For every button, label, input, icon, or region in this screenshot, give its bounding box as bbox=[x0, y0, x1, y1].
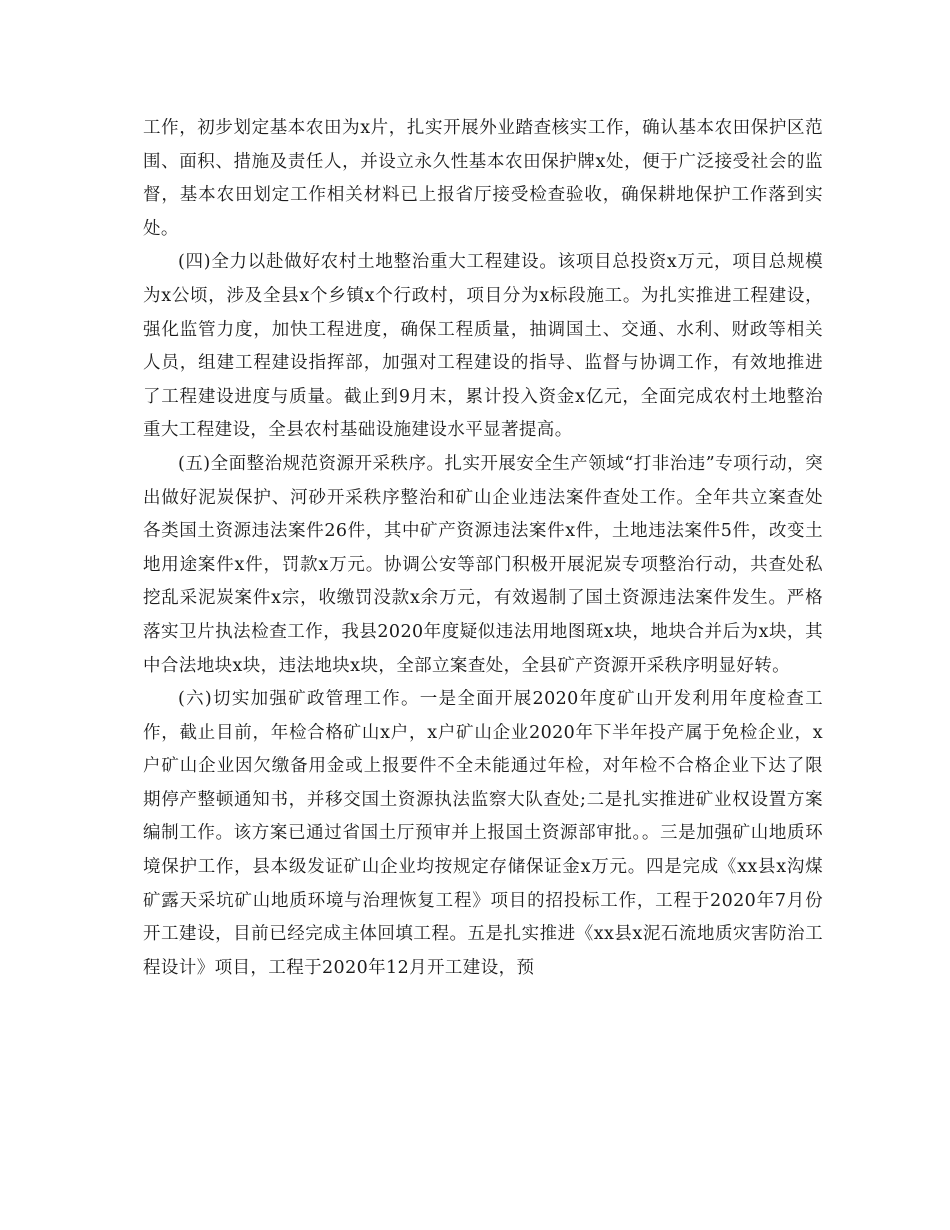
document-body bbox=[143, 112, 823, 985]
paragraph-section-6: (六)切实加强矿政管理工作。一是全面开展2020年度矿山开发利用年度检查工作，截止目前，年检合格矿山x户，x户矿山企业2020年下半年投产属于免检企业，x户矿山企业因欠缴备用金或上报要件不全未能通过年检，对年检不合格企业下达了限期停产整顿通知书，并移交国土资源执法监察大队查处;二是扎实推进矿业权设置方案编制工作。该方案已通过省国土厅预审并上报国土资源部审批。。三是加强矿山地质环境保护工作，县本级发证矿山企业均按规定存储保证金x万元。四是完成《xx县x沟煤矿露天采坑矿山地质环境与治理恢复工程》项目的招投标工作，工程于2020年7月份开工建设，目前已经完成主体回填工程。五是扎实推进《xx县x泥石流地质灾害防治工程设计》项目，工程于2020年12月开工建设，预 bbox=[143, 689, 823, 978]
paragraph-continuation: 工作，初步划定基本农田为x片，扎实开展外业踏查核实工作，确认基本农田保护区范围、面积、措施及责任人，并设立永久性基本农田保护牌x处，便于广泛接受社会的监督，基本农田划定工作相关材料已上报省厅接受检查验收，确保耕地保护工作落到实处。 bbox=[143, 118, 823, 239]
paragraph-section-5: (五)全面整治规范资源开采秩序。扎实开展安全生产领域“打非治违”专项行动，突出做好泥炭保护、河砂开采秩序整治和矿山企业违法案件查处工作。全年共立案查处各类国土资源违法案件26件，其中矿产资源违法案件x件，土地违法案件5件，改变土地用途案件x件，罚款x万元。协调公安等部门积极开展泥炭专项整治行动，共查处私挖乱采泥炭案件x宗，收缴罚没款x余万元，有效遏制了国土资源违法案件发生。严格落实卫片执法检查工作，我县2020年度疑似违法用地图斑x块，地块合并后为x块，其中合法地块x块，违法地块x块，全部立案查处，全县矿产资源开采秩序明显好转。 bbox=[143, 453, 823, 676]
paragraph-section-4: (四)全力以赴做好农村土地整治重大工程建设。该项目总投资x万元，项目总规模为x公顷，涉及全县x个乡镇x个行政村，项目分为x标段施工。为扎实推进工程建设，强化监管力度，加快工程进度，确保工程质量，抽调国土、交通、水利、财政等相关人员，组建工程建设指挥部，加强对工程建设的指导、监督与协调工作，有效地推进了工程建设进度与质量。截止到9月末，累计投入资金x亿元，全面完成农村土地整治重大工程建设，全县农村基础设施建设水平显著提高。 bbox=[143, 252, 823, 441]
